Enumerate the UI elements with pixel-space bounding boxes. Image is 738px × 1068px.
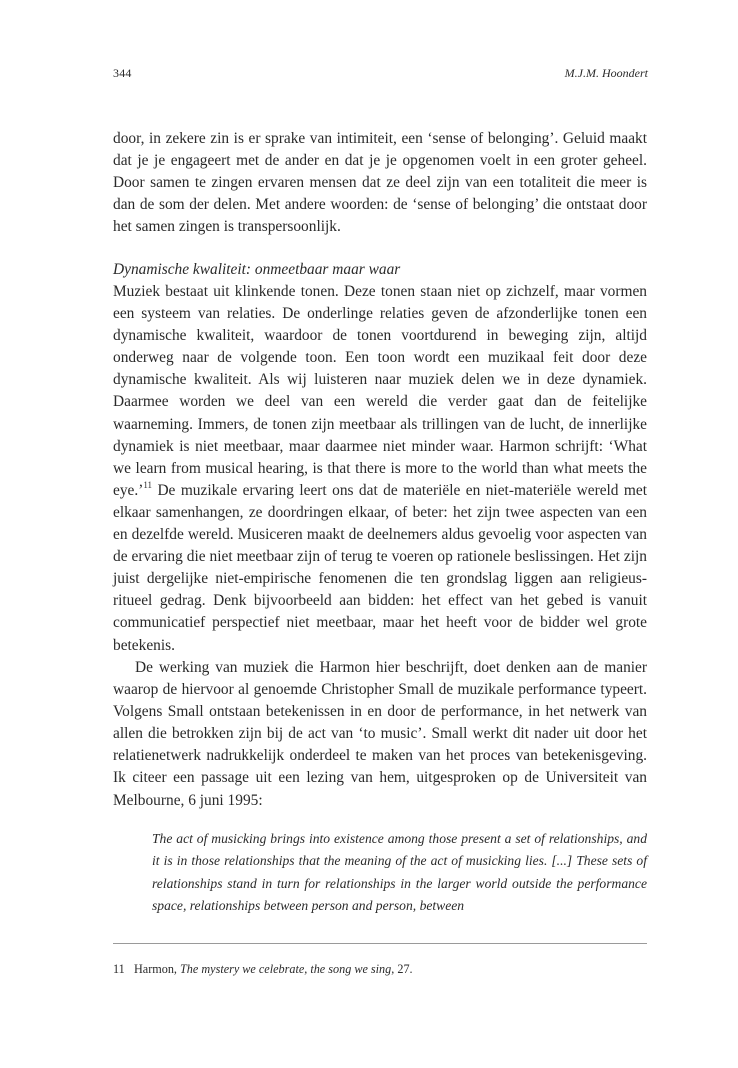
footnote-separator	[113, 943, 647, 944]
footnote-author: Harmon,	[134, 962, 181, 976]
footnote-reference[interactable]: 11	[143, 479, 153, 490]
footnote	[113, 961, 647, 977]
paragraph-text: door, in zekere zin is er sprake van intimiteit, een ‘sense of belonging’. Geluid maakt dat je je engageert met de ander en dat je je opgenomen voelt in een groter geheel. Door samen te zingen ervaren mensen dat ze deel zijn van een totaliteit die meer is dan de som der delen. Met andere woorden: de ‘sense of belonging’ die ontstaat door het samen zingen is transpersoonlijk.	[113, 130, 647, 236]
running-head: M.J.M. Hoondert	[564, 66, 648, 80]
footnote-number: 11	[113, 962, 125, 976]
page-number: 344	[113, 66, 132, 80]
paragraph-text-before-note: Muziek bestaat uit klinkende tonen. Deze tonen staan niet op zichzelf, maar vormen een systeem van relaties. De onderlinge relaties geven de afzonderlijke tonen een dynamische kwaliteit, waardoor de tonen voortdurend in beweging zijn, altijd onderweg naar de volgende toon. Een toon wordt een muzikaal feit door deze dynamische kwaliteit. Als wij luisteren naar muziek delen we in deze dynamiek. Daarmee worden we deel van een wereld die verder gaat dan de feitelijke waarneming. Immers, de tonen zijn meetbaar als trillingen van de lucht, de innerlijke dynamiek is niet meetbaar, maar daarmee niet minder waar. Harmon schrijft: ‘What we learn from musical hearing, is that there is more to the world than what meets the eye.’	[113, 283, 647, 499]
body-paragraph	[113, 128, 647, 238]
body-paragraph	[113, 281, 647, 657]
section-heading: Dynamische kwaliteit: onmeetbaar maar waar	[113, 261, 401, 278]
footnote-title: The mystery we celebrate, the song we sing	[180, 962, 392, 976]
paragraph-text: De werking van muziek die Harmon hier beschrijft, doet denken aan de manier waarop de hiervoor al genoemde Christopher Small de muzikale performance typeert. Volgens Small ontstaan betekenissen in en door de performance, in het netwerk van allen die betrokken zijn bij de act van ‘to music’. Small werkt dit nader uit door het relatienetwerk nadrukkelijk onderdeel te maken van het proces van betekenisgeving. Ik citeer een passage uit een lezing van hem, uitgesproken op de Universiteit van Melbourne, 6 juni 1995:	[113, 659, 647, 809]
paragraph-text-after-note: De muzikale ervaring leert ons dat de materiële en niet-materiële wereld met elkaar samenhangen, ze doordringen elkaar, of beter: het zijn twee aspecten van een en dezelfde wereld. Musiceren maakt de deelnemers aldus gevoelig voor aspecten van de ervaring die niet meetbaar zijn of terug te voeren op rationele beslissingen. Het zijn juist dergelijke niet-empirische fenomenen die ten grondslag liggen aan religieus-ritueel gedrag. Denk bijvoorbeeld aan bidden: het effect van het gebed is vanuit communicatief perspectief niet meetbaar, maar het heeft voor de bidder wel grote betekenis.	[113, 481, 647, 654]
footnote-page: , 27.	[391, 962, 413, 976]
body-paragraph	[113, 657, 647, 812]
paragraph-text	[113, 281, 647, 657]
block-quote: The act of musicking brings into existence among those present a set of relationships, and it is in those relationships that the meaning of the act of musicking lies. [...] These sets of relationships stand in turn for relationships in the larger world outside the performance space, relationships between person and person, between	[152, 831, 647, 914]
